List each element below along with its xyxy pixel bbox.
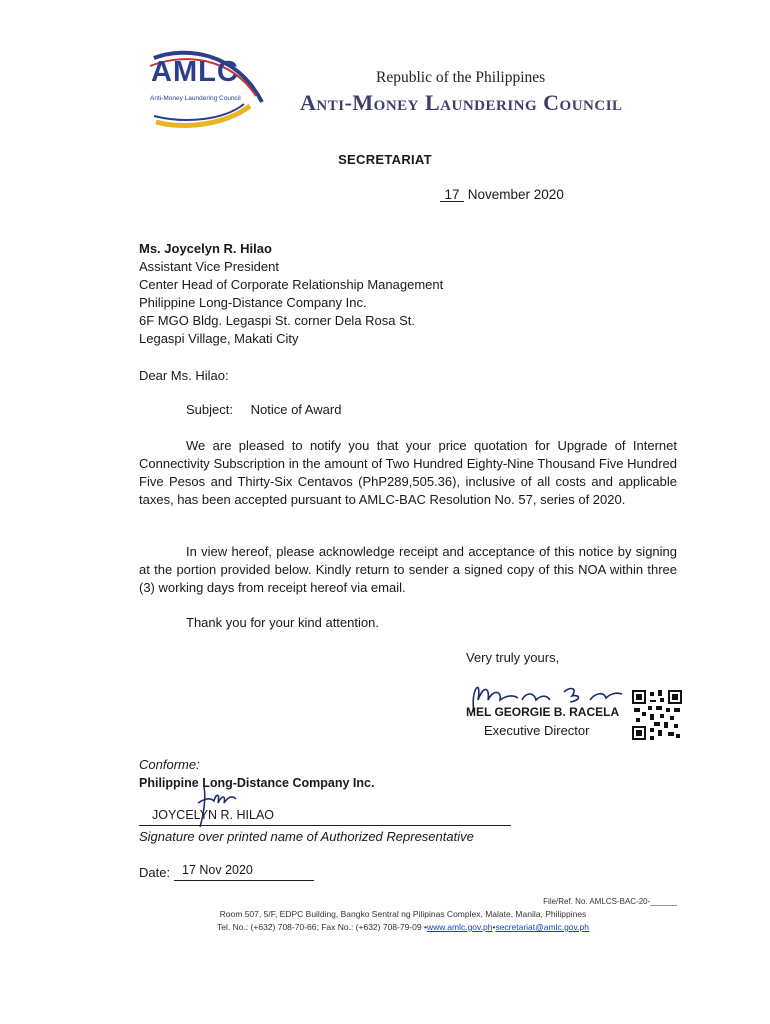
conforme-label: Conforme: [139, 757, 200, 772]
republic-heading: Republic of the Philippines [376, 69, 546, 86]
date-month-year: November 2020 [467, 187, 564, 202]
signatory-name: MEL GEORGIE B. RACELA [466, 705, 620, 719]
subject-value: Notice of Award [250, 402, 342, 417]
salutation: Dear Ms. Hilao: [139, 368, 229, 383]
council-heading: Anti-Money Laundering Council [300, 90, 623, 115]
addressee-line: Assistant Vice President [139, 259, 279, 274]
footer-address: Room 507, 5/F, EDPC Building, Bangko Sentral ng Pilipinas Complex, Malate, Manila, Philippines [219, 909, 587, 919]
addressee-line: Philippine Long-Distance Company Inc. [139, 295, 367, 310]
file-reference: File/Ref. No. AMLCS-BAC-20-______ [543, 897, 677, 906]
addressee-line: 6F MGO Bldg. Legaspi St. corner Dela Rosa St. [139, 313, 416, 328]
representative-signature [180, 783, 250, 831]
footer-phone-fax: Tel. No.: (+632) 708-70-66; Fax No.: (+632) 708-79-09 [217, 922, 424, 932]
paragraph-text: We are pleased to notify you that your price quotation for Upgrade of Internet Connectivity Subscription in the amount of Two Hundred Eighty-Nine Thousand Five Hundred Five Pesos and Thirty-Six Centavos (PhP289,505.36), inclusive of all costs and applicable taxes, has been accepted pursuant to AMLC-BAC Resolution No. 57, series of 2020. [139, 438, 677, 507]
website-link[interactable]: www.amlc.gov.ph [426, 922, 493, 932]
letter-date [440, 187, 564, 202]
email-link[interactable]: secretariat@amlc.gov.ph [495, 922, 589, 932]
paragraph-text: In view hereof, please acknowledge receipt and acceptance of this notice by signing at the portion provided below. Kindly return to sender a signed copy of this NOA within three (3) working days from receipt hereof via email. [139, 544, 677, 595]
signatory-title: Executive Director [484, 723, 590, 738]
addressee-name: Ms. Joycelyn R. Hilao [139, 241, 272, 256]
addressee-line: Center Head of Corporate Relationship Management [139, 277, 444, 292]
logo-text: AMLC [151, 56, 239, 88]
addressee-block [139, 240, 443, 348]
representative-name: JOYCELYN R. HILAO [152, 808, 275, 822]
signature-line [139, 825, 511, 826]
date-underline [174, 880, 314, 881]
addressee-line: Legaspi Village, Makati City [139, 331, 299, 346]
subject-label: Subject: [186, 402, 233, 417]
bullet-icon: • [492, 922, 496, 932]
body-paragraph [139, 437, 677, 509]
bullet-icon: • [423, 922, 427, 932]
signature-caption: Signature over printed name of Authorized Representative [139, 829, 474, 844]
body-paragraph [139, 543, 677, 597]
secretariat-heading: SECRETARIAT [338, 152, 432, 167]
conforme-date-label: Date: [139, 865, 171, 880]
logo-subtitle: Anti-Money Laundering Council [150, 95, 241, 102]
closing-line: Very truly yours, [466, 650, 560, 665]
conforme-date-value[interactable]: 17 Nov 2020 [182, 863, 253, 877]
footer-contact [0, 922, 770, 932]
thanks-line: Thank you for your kind attention. [186, 615, 379, 630]
conforme-company: Philippine Long-Distance Company Inc. [139, 776, 375, 790]
qr-code [632, 690, 682, 740]
subject-line [186, 402, 341, 417]
date-day: 17 [440, 188, 464, 202]
